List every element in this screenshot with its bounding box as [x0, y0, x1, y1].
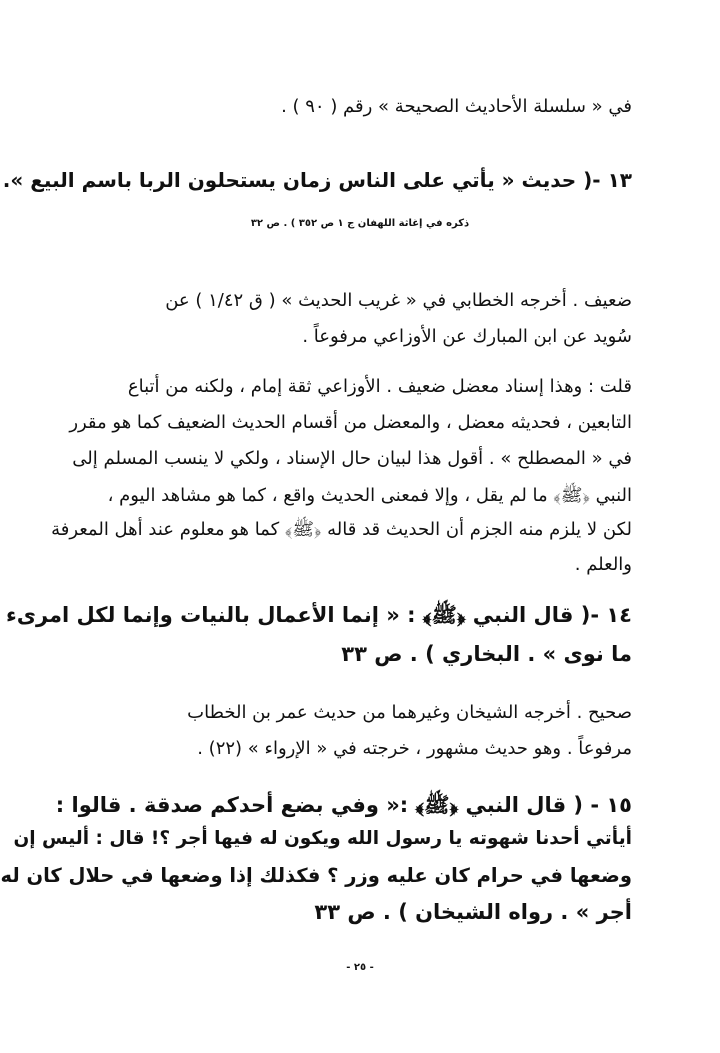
hadith-13-grading-line: ضعيف . أخرجه الخطابي في « غريب الحديث » ( ق ١/٤٢ ) عن — [165, 290, 632, 311]
hadith-15-heading-line: أجر » . رواه الشيخان ) . ص ٣٣ — [314, 900, 632, 924]
hadith-14-heading-line: ما نوى » . البخاري ) . ص ٣٣ — [341, 642, 632, 666]
hadith-13-grading-line: سُويد عن ابن المبارك عن الأوزاعي مرفوعاً . — [302, 326, 632, 347]
commentary-line: النبي ﴿ﷺ﴾ ما لم يقل ، وإلا فمعنى الحديث واقع ، كما هو مشاهد اليوم ، — [107, 485, 632, 506]
hadith-15-heading-line: ١٥ - ( قال النبي ﴿ﷺ﴾ :« وفي بضع أحدكم صدقة . قالوا : — [55, 793, 632, 817]
commentary-line: في « المصطلح » . أقول هذا لبيان حال الإسناد ، ولكي لا ينسب المسلم إلى — [72, 448, 632, 469]
intro-line: في « سلسلة الأحاديث الصحيحة » رقم ( ٩٠ ) . — [281, 96, 632, 117]
commentary-line: قلت : وهذا إسناد معضل ضعيف . الأوزاعي ثقة إمام ، ولكنه من أتباع — [127, 376, 632, 397]
page-number: - ٢٥ - — [346, 962, 374, 973]
commentary-line: التابعين ، فحديثه معضل ، والمعضل من أقسام الحديث الضعيف كما هو مقرر — [69, 412, 632, 433]
commentary-line: لكن لا يلزم منه الجزم أن الحديث قد قاله ﴿ﷺ﴾ كما هو معلوم عند أهل المعرفة — [51, 519, 632, 540]
hadith-13-heading: ١٣ -( حديث « يأتي على الناس زمان يستحلون الربا باسم البيع ». — [2, 168, 632, 192]
hadith-14-heading-line: ١٤ -( قال النبي ﴿ﷺ﴾ : « إنما الأعمال بالنيات وإنما لكل امرىء — [5, 603, 632, 627]
hadith-15-heading-line: وضعها في حرام كان عليه وزر ؟ فكذلك إذا وضعها في حلال كان له — [0, 864, 632, 887]
commentary-line: والعلم . — [574, 554, 632, 575]
hadith-15-heading-line: أيأتي أحدنا شهوته يا رسول الله ويكون له فيها أجر ؟! قال : أليس إن — [13, 828, 632, 849]
hadith-14-grading-line: مرفوعاً . وهو حديث مشهور ، خرجته في « الإرواء » (٢٢) . — [197, 738, 632, 759]
hadith-13-source: ذكره في إغاثة اللهفان ج ١ ص ٣٥٢ ) . ص ٣٢ — [250, 218, 470, 229]
hadith-14-grading-line: صحيح . أخرجه الشيخان وغيرهما من حديث عمر بن الخطاب — [187, 702, 632, 723]
